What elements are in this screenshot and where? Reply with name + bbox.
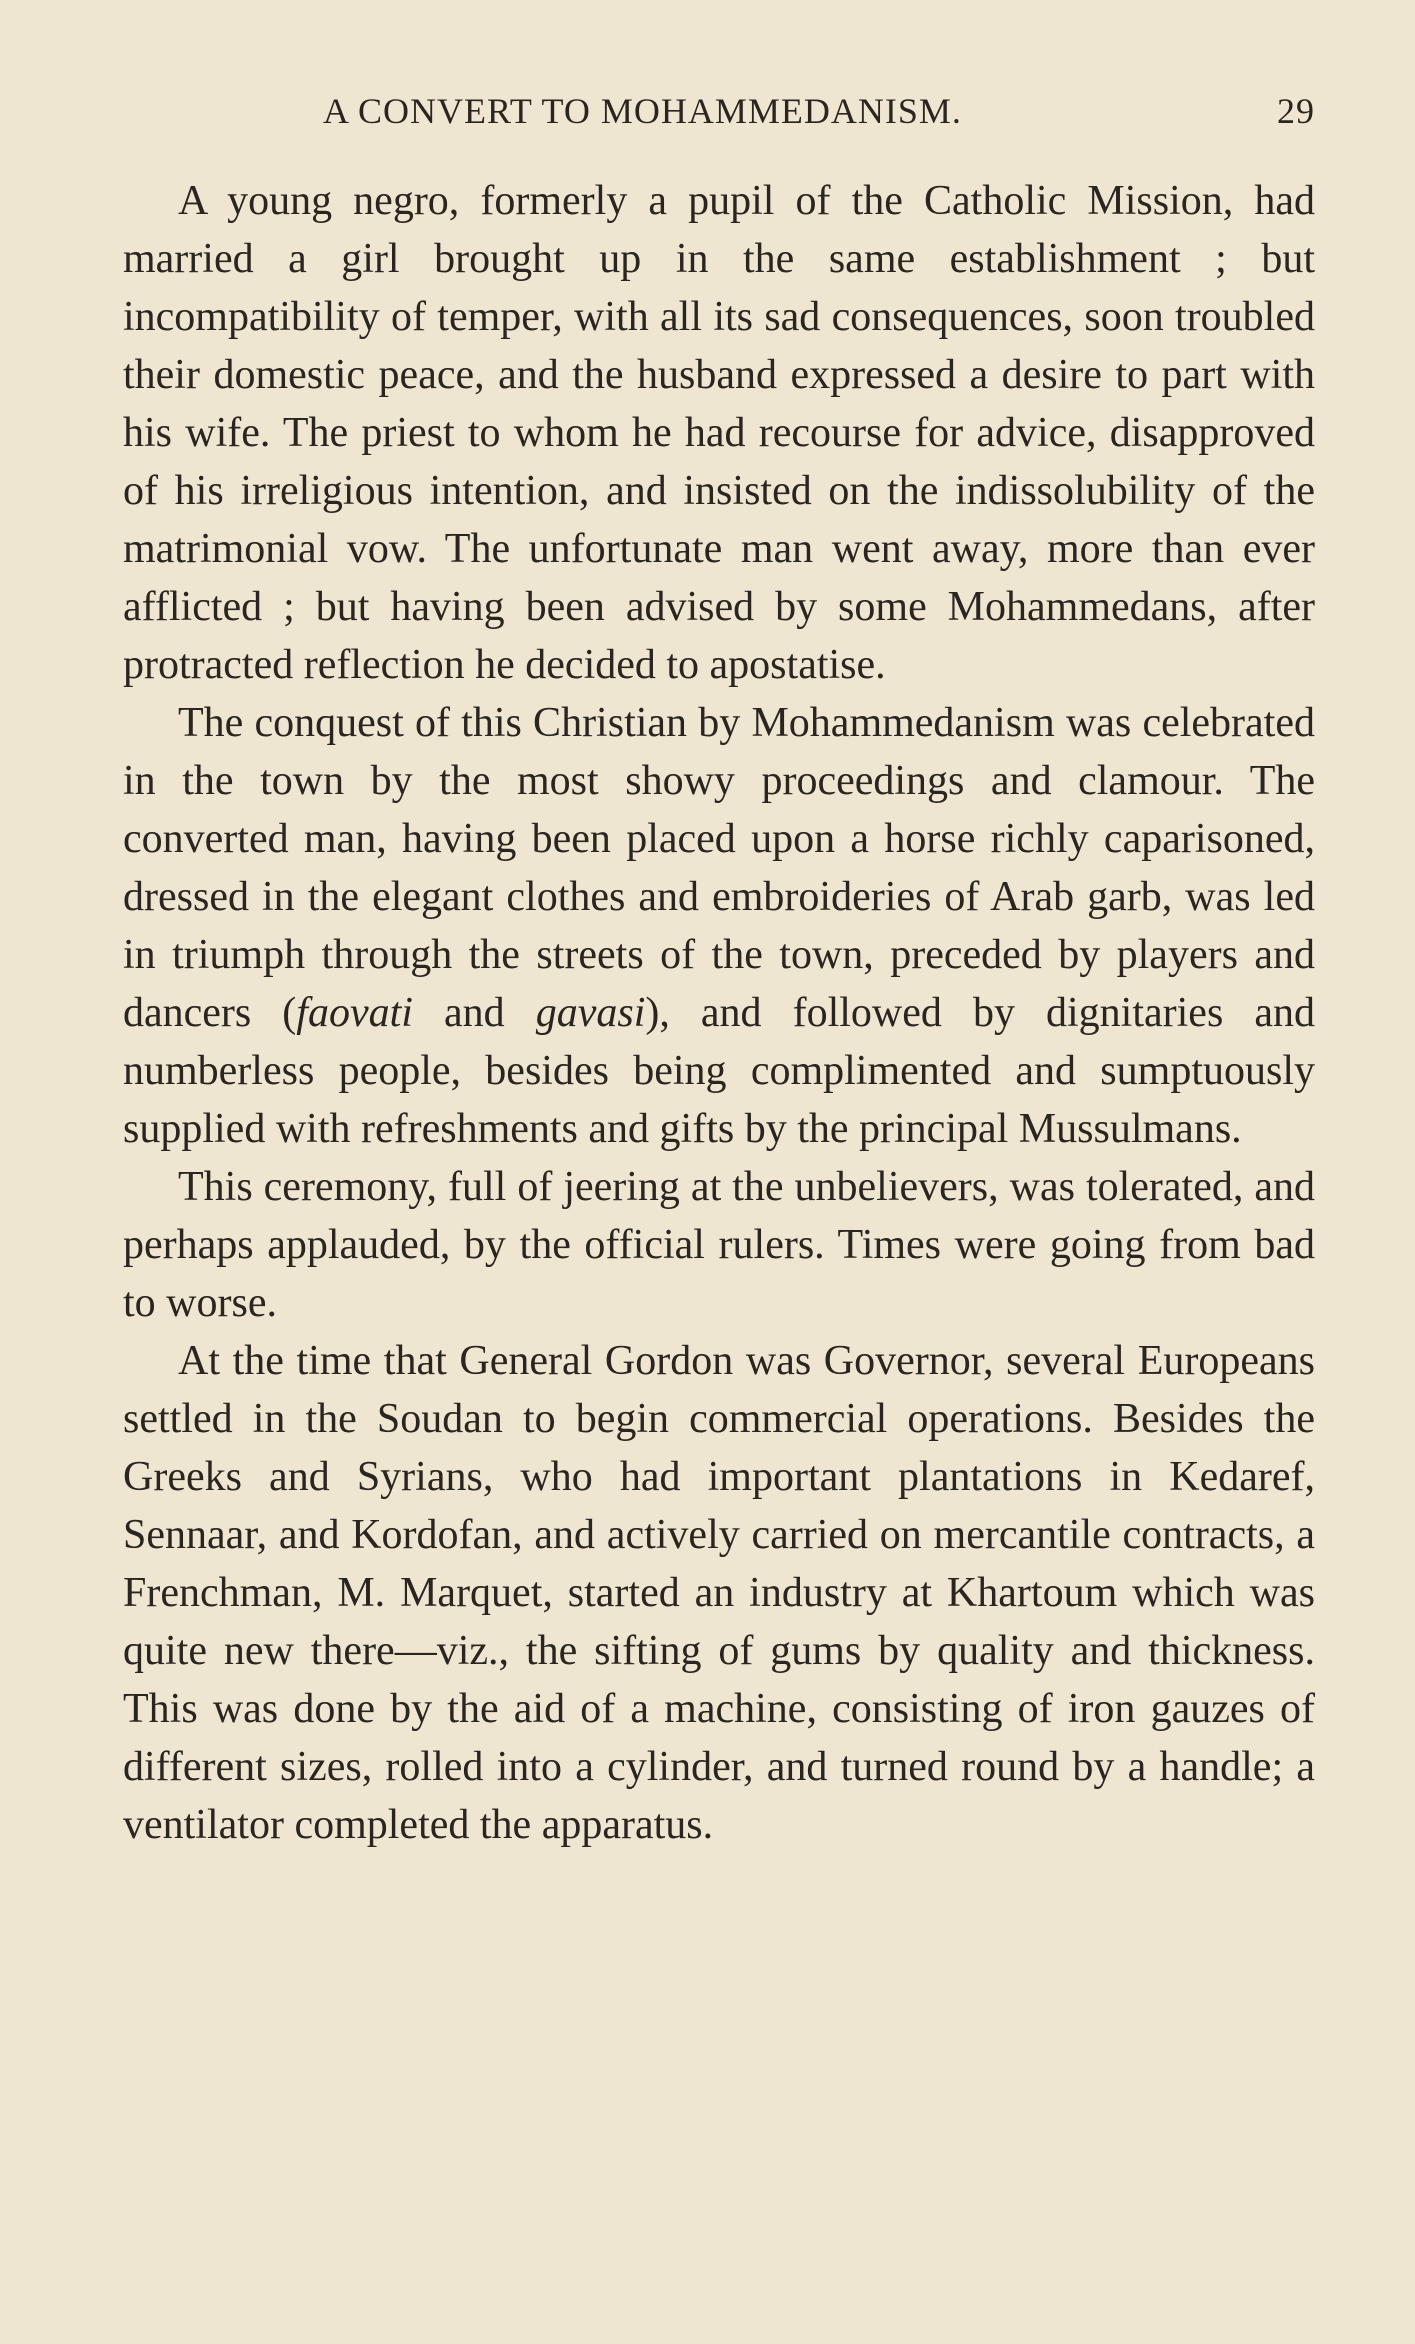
- paragraph-2: [123, 694, 1315, 1158]
- paragraph-1: A young negro, formerly a pupil of the Catholic Mission, had married a girl brought up in the same establishment ; but incompatibility of temper, with all its sad consequences, soon troubled their domestic peace, and the husband expressed a desire to part with his wife. The priest to whom he had recourse for advice, disapproved of his irreligious intention, and insisted on the indissolubility of the matrimonial vow. The unfortunate man went away, more than ever afflicted ; but having been advised by some Mohammedans, after protracted reflection he decided to apostatise.: [123, 178, 1315, 688]
- paragraph-4: At the time that General Gordon was Governor, several Europeans settled in the Soudan to begin commercial operations. Besides the Greeks and Syrians, who had important plantations in Kedaref, Sennaar, and Kordofan, and actively carried on mercantile contracts, a Frenchman, M. Marquet, started an industry at Khartoum which was quite new there—viz., the sifting of gums by quality and thickness. This was done by the aid of a machine, consisting of iron gauzes of different sizes, rolled into a cylinder, and turned round by a handle; a ventilator completed the apparatus.: [123, 1338, 1315, 1848]
- paragraph-2-text-a: The conquest of this Christian by Mohammedanism was celebrated in the town by the most showy proceedings and clamour. The converted man, having been placed upon a horse richly caparisoned, dressed in the elegant clothes and embroideries of Arab garb, was led in triumph through the streets of the town, preceded by players and dancers (: [123, 700, 1315, 1036]
- paragraph-2-conjunction: and: [412, 990, 536, 1036]
- running-head: A CONVERT TO MOHAMMEDANISM.: [323, 91, 962, 131]
- italic-term-faovati: faovati: [296, 990, 413, 1036]
- paragraph-3: This ceremony, full of jeering at the unbelievers, was tolerated, and perhaps applauded, by the official rulers. Times were going from bad to worse.: [123, 1164, 1315, 1326]
- italic-term-gavasi: gavasi: [535, 990, 646, 1036]
- page-number: 29: [1277, 91, 1315, 131]
- page-header: [123, 90, 1315, 140]
- body-text: [123, 172, 1315, 1854]
- paragraph-2-text-b: ), and followed by dignitaries and numberless people, besides being complimented and sumptuously supplied with refreshments and gifts by the principal Mussulmans.: [123, 990, 1315, 1152]
